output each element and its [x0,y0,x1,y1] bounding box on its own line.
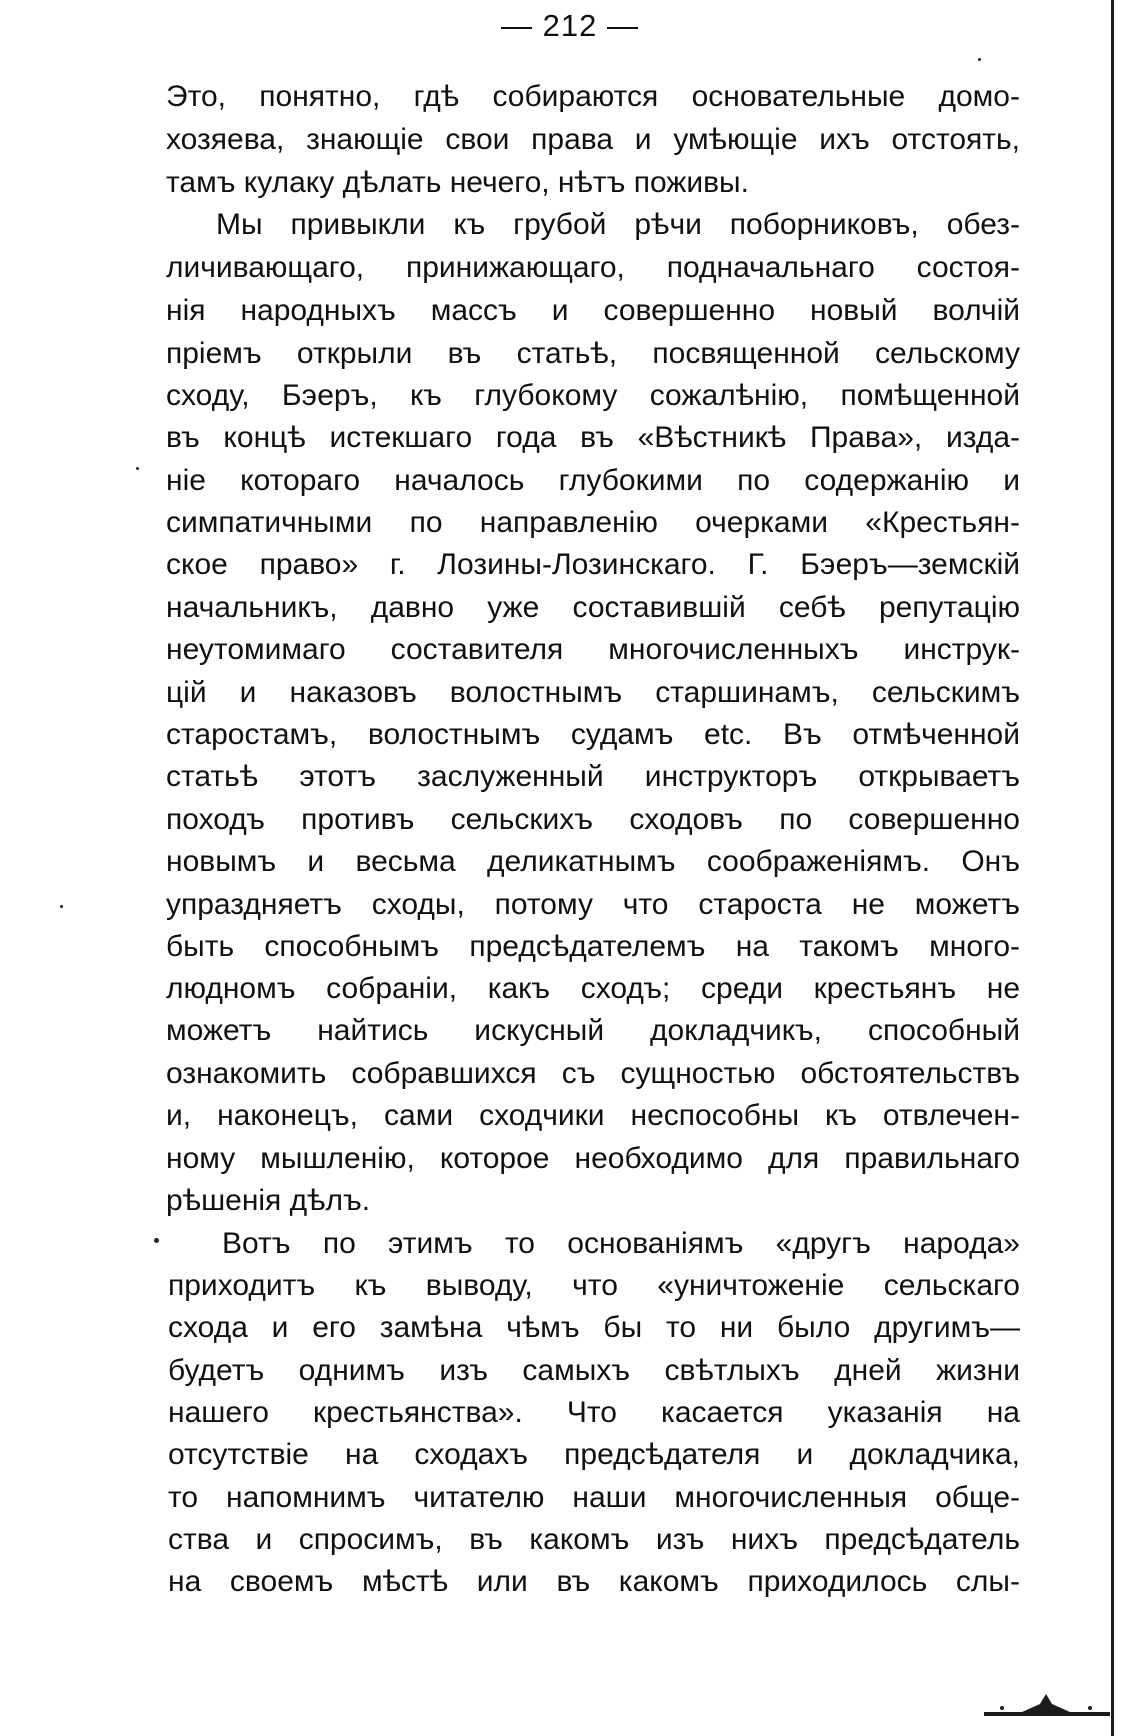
text-line: Вотъ по этимъ то основаніямъ «другъ народа» [222,1227,1020,1260]
text-line: неутомимаго составителя многочисленныхъ инструк- [166,633,1020,666]
text-line: ское право» г. Лозины-Лозинскаго. Г. Бэеръ—земскій [166,548,1020,581]
text-line: быть способнымъ предсѣдателемъ на такомъ много- [166,930,1020,963]
text-line: Мы привыкли къ грубой рѣчи поборниковъ, обез- [216,208,1020,241]
text-line: схода и его замѣна чѣмъ бы то ни было другимъ— [168,1311,1020,1344]
text-line: будетъ однимъ изъ самыхъ свѣтлыхъ дней жизни [168,1354,1020,1387]
text-line: отсутствіе на сходахъ предсѣдателя и докладчика, [168,1438,1020,1471]
text-line: ніе котораго началось глубокими по содержанію и [166,464,1020,497]
text-line: людномъ собраніи, какъ сходъ; среди крестьянъ не [166,972,1020,1005]
text-line: пріемъ открыли въ статьѣ, посвященной сельскому [166,337,1020,370]
text-line: можетъ найтись искусный докладчикъ, способный [166,1014,1020,1047]
text-line: нашего крестьянства». Что касается указанія на [168,1396,1020,1429]
scan-speck [154,1238,159,1243]
scan-speck [136,467,139,470]
text-line: и, наконецъ, сами сходчики неспособны къ отвлечен- [166,1099,1020,1132]
page-edge [1111,0,1114,1736]
text-line: упраздняетъ сходы, потому что староста не можетъ [166,888,1020,921]
text-line: статьѣ этотъ заслуженный инструкторъ открываетъ [166,760,1020,793]
text-line: въ концѣ истекшаго года въ «Вѣстникѣ Права», изда- [166,421,1020,454]
text-line: старостамъ, волостнымъ судамъ etc. Въ отмѣченной [166,718,1020,751]
text-line: приходитъ къ выводу, что «уничтоженіе сельскаго [168,1269,1020,1302]
text-line: ознакомить собравшихся съ сущностью обстоятельствъ [166,1057,1020,1090]
text-line: цій и наказовъ волостнымъ старшинамъ, сельскимъ [166,676,1020,709]
text-line: симпатичными по направленію очерками «Крестьян- [166,506,1020,539]
text-line: нія народныхъ массъ и совершенно новый волчій [166,294,1020,327]
text-line: ному мышленію, которое необходимо для правильнаго [166,1142,1020,1175]
text-line: новымъ и весьма деликатнымъ соображеніямъ. Онъ [166,845,1020,878]
text-line: личивающаго, принижающаго, подначальнаго состоя- [166,251,1020,284]
text-line: начальникъ, давно уже составившій себѣ репутацію [166,591,1020,624]
text-line: сходу, Бэеръ, къ глубокому сожалѣнію, помѣщенной [166,379,1020,412]
text-line: ства и спросимъ, въ какомъ изъ нихъ предсѣдатель [168,1523,1020,1556]
text-line: походъ противъ сельскихъ сходовъ по совершенно [166,803,1020,836]
text-line: рѣшенія дѣлъ. [166,1184,371,1217]
text-line: Это, понятно, гдѣ собираются основательные домо- [166,80,1020,113]
text-line: на своемъ мѣстѣ или въ какомъ приходилось слы- [168,1565,1020,1598]
ornament-icon [982,1692,1112,1718]
scan-speck [60,905,63,908]
scan-speck [978,58,981,61]
page-number: — 212 — [501,8,639,43]
text-line: хозяева, знающіе свои права и умѣющіе ихъ отстоять, [166,123,1020,156]
text-line: тамъ кулаку дѣлать нечего, нѣтъ поживы. [166,166,749,199]
text-line: то напомнимъ читателю наши многочисленныя обще- [168,1481,1020,1514]
